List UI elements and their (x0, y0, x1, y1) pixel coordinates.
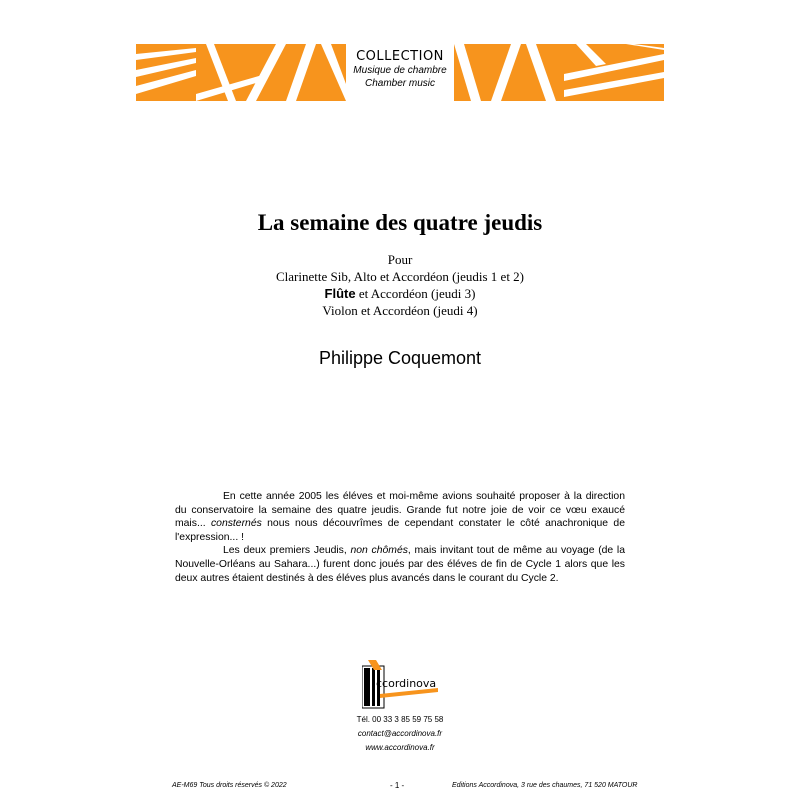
footer-publisher-address: Editions Accordinova, 3 rue des chaumes, 71 520 MATOUR (452, 782, 638, 789)
logo-wordmark: ccordinova (376, 677, 437, 690)
p1-emphasis: consternés (210, 518, 262, 530)
email-address: contact@accordinova.fr (357, 729, 443, 738)
instrumentation-line-2 (0, 285, 800, 302)
collection-label-box (346, 44, 454, 101)
instrumentation-line-1: Clarinette Sib, Alto et Accordéon (jeudis 1 et 2) (275, 269, 525, 284)
description (175, 490, 625, 585)
instrumentation (0, 251, 800, 319)
p1-text-b: nous nous découvrîmes de cependant constater le côté anachronique de l'expression... ! (175, 518, 625, 543)
collection-subtitle-fr: Musique de chambre (353, 65, 447, 76)
collection-title: COLLECTION (356, 49, 444, 64)
composer-name: Philippe Coquemont (318, 348, 482, 368)
description-paragraph-2 (175, 544, 625, 585)
publisher-contact (0, 713, 800, 755)
collection-subtitle-en: Chamber music (364, 78, 436, 89)
p1-text-a: En cette année 2005 les éléves et moi-même avions souhaité proposer à la direction du conservatoire la semaine des quatre jeudis. Grande fut notre joie de voir ce vœu exaucé mais... (175, 491, 625, 530)
instrument-flute: Flûte (324, 286, 356, 301)
website-url: www.accordinova.fr (365, 743, 435, 752)
footer-reference: AE-M69 Tous droits réservés © 2022 (172, 782, 287, 789)
instrumentation-pour: Pour (387, 252, 413, 267)
instrumentation-line-2-rest: et Accordéon (jeudi 3) (355, 286, 476, 301)
description-paragraph-1 (175, 490, 625, 544)
p2-text-b: , mais invitant tout de même au voyage (de la Nouvelle-Orléans au Sahara...) furent donc joués par des éléves de fin de Cycle 1 alors que les deux autres étaient destinés à des éléves plus avancés dans le courant du Cycle 2. (175, 545, 626, 584)
page-number: - 1 - (390, 781, 405, 790)
p2-emphasis: non chômés (350, 545, 408, 557)
page-title: La semaine des quatre jeudis (257, 210, 543, 235)
p2-text-a: Les deux premiers Jeudis, (223, 545, 351, 557)
instrumentation-line-3: Violon et Accordéon (jeudi 4) (322, 303, 478, 318)
phone-number: Tél. 00 33 3 85 59 75 58 (356, 715, 444, 724)
